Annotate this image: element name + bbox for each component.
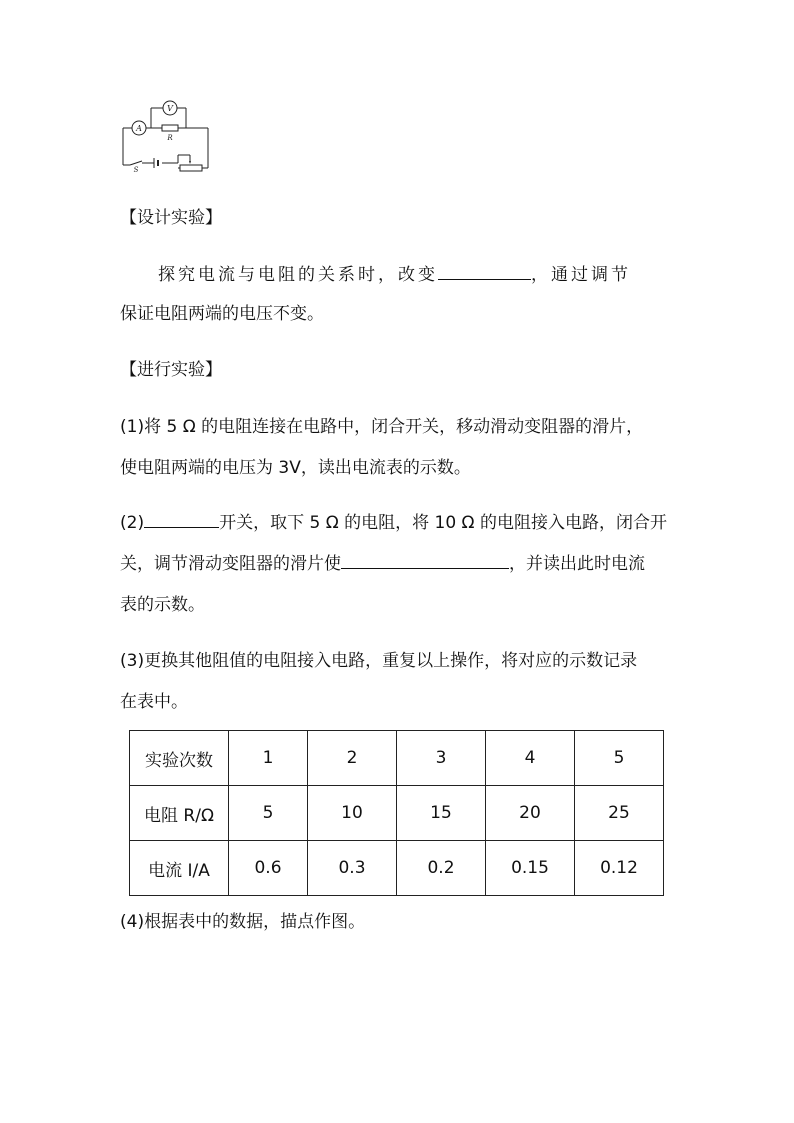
voltmeter-label: V — [167, 104, 173, 113]
table-cell: 4 — [486, 731, 575, 786]
table-cell: 1 — [229, 731, 308, 786]
table-cell: 20 — [486, 786, 575, 841]
resistor-label: R — [167, 134, 173, 142]
design-heading: 【设计实验】 — [120, 208, 222, 228]
table-cell: 25 — [575, 786, 664, 841]
circuit-diagram — [120, 100, 216, 174]
step3-line1: (3)更换其他阻值的电阻接入电路，重复以上操作，将对应的示数记录 — [120, 651, 638, 671]
rheostat-symbol — [180, 165, 202, 171]
table-cell: 5 — [229, 786, 308, 841]
step2-line3: 表的示数。 — [120, 595, 205, 615]
table-cell: 实验次数 — [130, 731, 229, 786]
step2-line2-prefix: 关，调节滑动变阻器的滑片使 — [120, 554, 341, 574]
table-cell: 10 — [308, 786, 397, 841]
table-cell: 0.2 — [397, 841, 486, 896]
data-table — [129, 730, 664, 896]
step3-line2: 在表中。 — [120, 692, 188, 712]
blank-variable — [438, 261, 531, 280]
table-cell: 电流 I/A — [130, 841, 229, 896]
step2-line2-suffix: ，并读出此时电流 — [509, 554, 645, 574]
blank-switch-action — [144, 509, 219, 528]
resistor-symbol — [162, 125, 178, 131]
table-cell: 3 — [397, 731, 486, 786]
table-row — [130, 841, 664, 896]
switch-label: S — [133, 166, 139, 174]
design-text-prefix: 探究电流与电阻的关系时，改变 — [158, 265, 438, 285]
table-cell: 2 — [308, 731, 397, 786]
step4-line: (4)根据表中的数据，描点作图。 — [120, 912, 366, 932]
table-cell: 0.3 — [308, 841, 397, 896]
design-text-suffix: ，通过调节 — [531, 265, 631, 285]
table-cell: 0.15 — [486, 841, 575, 896]
step2-number: (2) — [120, 513, 145, 533]
step2-line1 — [120, 508, 667, 533]
table-cell: 5 — [575, 731, 664, 786]
blank-voltage-condition — [341, 550, 509, 569]
table-cell: 15 — [397, 786, 486, 841]
table-cell: 0.6 — [229, 841, 308, 896]
step1-line1: (1)将 5 Ω 的电阻连接在电路中，闭合开关，移动滑动变阻器的滑片， — [120, 417, 644, 437]
table-cell: 0.12 — [575, 841, 664, 896]
procedure-heading: 【进行实验】 — [120, 360, 222, 380]
table-cell: 电阻 R/Ω — [130, 786, 229, 841]
design-paragraph-line2: 保证电阻两端的电压不变。 — [120, 304, 324, 324]
design-paragraph-line1 — [158, 260, 631, 285]
step2-line2 — [120, 549, 645, 574]
table-row — [130, 731, 664, 786]
step1-line2: 使电阻两端的电压为 3V，读出电流表的示数。 — [120, 458, 471, 478]
step2-text: 开关，取下 5 Ω 的电阻，将 10 Ω 的电阻接入电路，闭合开 — [219, 513, 667, 533]
table-row — [130, 786, 664, 841]
ammeter-label: A — [136, 124, 142, 133]
